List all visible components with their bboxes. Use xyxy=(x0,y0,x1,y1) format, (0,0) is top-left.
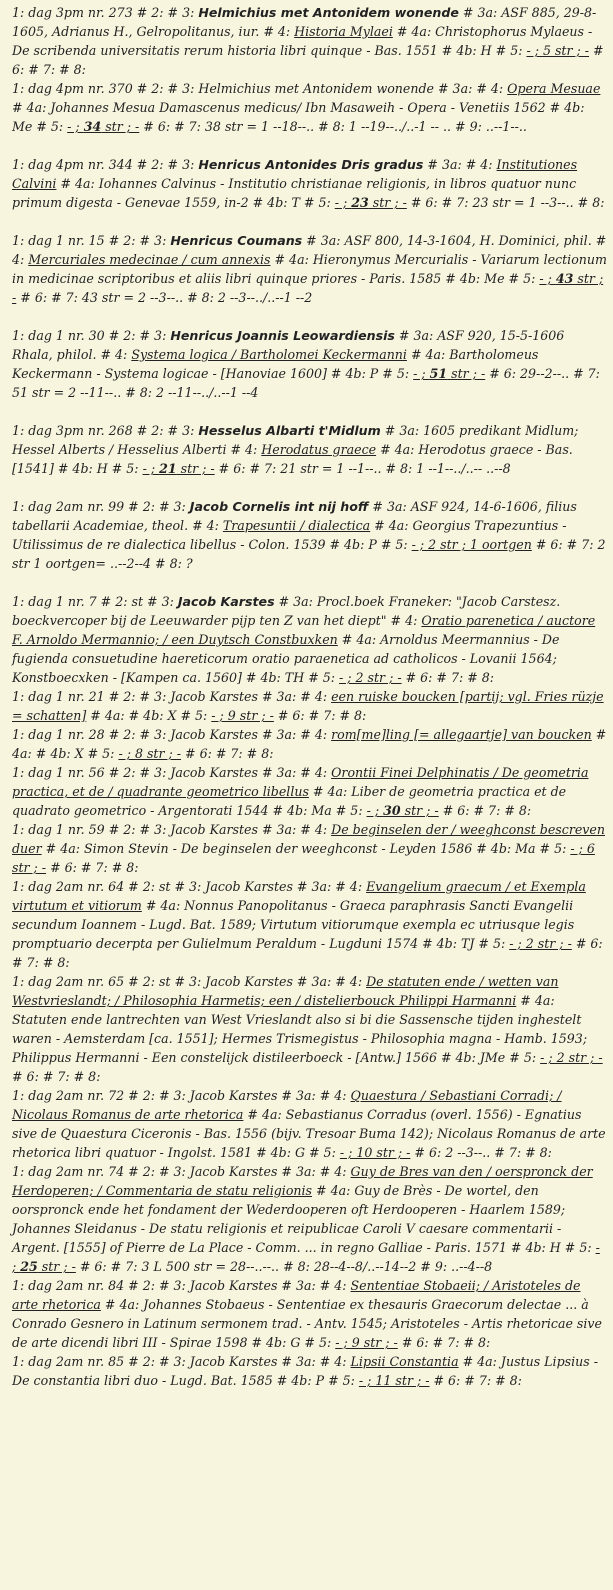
book-title-or-price: Sententiae Stobaeii; / Aristoteles de arte rhetorica xyxy=(12,1278,581,1312)
book-title-or-price: Oratio parenetica / auctore F. Arnoldo Mermannio; / een Duytsch Constbuxken xyxy=(12,613,596,647)
book-title-or-price: Herodatus graece xyxy=(261,442,377,457)
entry-text: 1: dag 1 nr. 21 # 2: # 3: Jacob Karstes # 3a: # 4: xyxy=(12,689,332,704)
book-title-or-price: - ; xyxy=(12,1240,600,1274)
entry-text: 1: dag 1 nr. 59 # 2: # 3: Jacob Karstes # 3a: # 4: xyxy=(12,822,332,837)
catalog-entry xyxy=(12,592,607,687)
book-title-or-price: - ; 9 str ; - xyxy=(211,708,274,723)
entry-text: # 6: # 7: # 8: xyxy=(181,746,274,761)
entry-text: # 6: # 7: 3 L 500 str = 28--..--.. # 8: 28--4--8/..--14--2 # 9: ..--4--8 xyxy=(75,1259,493,1274)
entry-text: 1: dag 2am nr. 99 # 2: # 3: xyxy=(12,499,190,514)
entry-text: 1: dag 2am nr. 84 # 2: # 3: Jacob Karstes # 3a: # 4: xyxy=(12,1278,351,1293)
book-title-or-price: - ; 8 str ; - xyxy=(118,746,182,761)
catalog-entry xyxy=(12,1086,607,1162)
entry-text: # 3a: ASF 800, 14-3-1604, H. Dominici, phil. # 4: xyxy=(12,233,607,267)
entry-text: # 4a: Statuten ende lantrechten van West Vrieslandt also si bi die Sassensche tijden inghestelt waren - Aemsterdam [ca. 1551]; Hermes Trismegistus - Philosophia magna - Hamb. 1593; Philippus Hermanni - Een constelijck distileerboeck - [Antw.] 1566 # 4b: JMe # 5: xyxy=(12,993,588,1065)
entry-text: # 4a: Christophorus Mylaeus - De scribenda universitatis rerum historia libri quinque - Bas. 1551 # 4b: H # 5: xyxy=(12,24,593,58)
book-title-or-price: - ; 2 str ; - xyxy=(509,936,572,951)
catalog-entry xyxy=(12,877,607,972)
catalog-entry xyxy=(12,972,607,1086)
catalog-entry xyxy=(12,820,607,877)
book-title-or-price: Mercuriales medecinae / cum annexis xyxy=(28,252,271,267)
entry-text: # 4a: Guy de Brès - De wortel, den oorspronck ende het fondament der Wederdooperen oft Herdooperen - Haarlem 1589; Johannes Sleidanus - De statu religionis et reipublicae Caroli V caesare commentarii - Argent. [1555] of Pierre de La Place - Comm. ... in regno Galliae - Paris. 1571 # 4b: H # 5: xyxy=(12,1183,596,1255)
catalog-entry xyxy=(12,1276,607,1352)
book-title-or-price: - ; 5 str ; - xyxy=(526,43,590,58)
entry-text: # 3a: Procl.boek Franeker: "Jacob Carstesz. boeckvercoper bij de Leeuwarder pijp ten Z van het diept" # 4: xyxy=(12,594,561,628)
entry-text: # 4a: Iohannes Calvinus - Institutio christianae religionis, in libros quatuor nunc primum digesta - Genevae 1559, in-2 # 4b: T # 5: xyxy=(12,176,577,210)
owner-name: Jacob Cornelis int nij hoff xyxy=(189,499,369,514)
owner-name: Henricus Coumans xyxy=(170,233,303,248)
entry-text: # 4a: Arnoldus Meermannius - De fugienda consuetudine haereticorum oratio paraenetica ad catholicos - Lovanii 1564; Konstboecxken - [Kampen ca. 1560] # 4b: TH # 5: xyxy=(12,632,560,685)
book-title-or-price: - ; 9 str ; - xyxy=(335,1335,398,1350)
entry-text: # 6: # 7: 43 str = 2 --3--.. # 8: 2 --3--../..--1 --2 xyxy=(16,290,313,305)
book-title-or-price: str ; - xyxy=(101,119,140,134)
entry-text: # 6: # 7: # 8: xyxy=(46,860,139,875)
entry-text: # 6: # 7: 21 str = 1 --1--.. # 8: 1 --1--../..-- ..--8 xyxy=(214,461,511,476)
entry-text: 1: dag 4pm nr. 370 # 2: # 3: Helmichius met Antonidem wonende # 3a: # 4: xyxy=(12,81,508,96)
book-title-or-price: 21 xyxy=(159,461,177,476)
book-title-or-price: rom[me]ling [= allegaartje] van boucken xyxy=(331,727,592,742)
entry-text: # 4a: Nonnus Panopolitanus - Graeca paraphrasis Sancti Evangelii secundum Ioannem - Lugd. Bat. 1589; Virtutum vitiorumque exempla ec utriusque legis promptuario decerpta per Gulielmum Peraldum - Lugduni 1574 # 4b: TJ # 5: xyxy=(12,898,575,951)
book-title-or-price: - ; xyxy=(67,119,84,134)
book-title-or-price: Lipsii Constantia xyxy=(350,1354,459,1369)
book-title-or-price: Systema logica / Bartholomei Keckermanni xyxy=(131,347,407,362)
entry-text: # 6: # 7: 2 str 1 oortgen= ..--2--4 # 8: ? xyxy=(12,537,606,571)
book-title-or-price: - ; 6 str ; - xyxy=(12,841,595,875)
entry-text: # 4a: Herodotus graece - Bas. [1541] # 4b: H # 5: xyxy=(12,442,573,476)
book-title-or-price: 25 xyxy=(20,1259,38,1274)
book-title-or-price: str ; - xyxy=(176,461,215,476)
book-title-or-price: - ; 2 str ; - xyxy=(540,1050,603,1065)
entry-text: 1: dag 3pm nr. 268 # 2: # 3: xyxy=(12,423,199,438)
entry-text: 1: dag 1 nr. 7 # 2: st # 3: xyxy=(12,594,178,609)
book-title-or-price: Orontii Finei Delphinatis / De geometria practica, et de / quadrante geometrico libellus xyxy=(12,765,589,799)
book-title-or-price: - ; 11 str ; - xyxy=(358,1373,430,1388)
book-title-or-price: str ; - xyxy=(447,366,486,381)
catalog-entry xyxy=(12,687,607,725)
entry-text: 1: dag 2am nr. 85 # 2: # 3: Jacob Karstes # 3a: # 4: xyxy=(12,1354,351,1369)
entry-text: # 6: # 7: # 8: xyxy=(429,1373,522,1388)
book-title-or-price: Institutiones Calvini xyxy=(12,157,578,191)
book-title-or-price: Quaestura / Sebastiani Corradi; / Nicolaus Romanus de arte rhetorica xyxy=(12,1088,562,1122)
book-title-or-price: str ; - xyxy=(12,271,604,305)
entry-text: # 6: # 7: # 8: xyxy=(12,43,604,77)
entry-text: 1: dag 3pm nr. 273 # 2: # 3: xyxy=(12,5,199,20)
book-title-or-price: De beginselen der / weeghconst bescreven duer xyxy=(12,822,605,856)
entry-text: # 3a: # 4: xyxy=(423,157,497,172)
entry-text: # 4a: Simon Stevin - De beginselen der weeghconst - Leyden 1586 # 4b: Ma # 5: xyxy=(41,841,571,856)
book-title-or-price: 43 xyxy=(555,271,574,286)
catalog-entry xyxy=(12,79,607,136)
catalog-entry xyxy=(12,1352,607,1390)
catalog-entry xyxy=(12,421,607,478)
book-title-or-price: - ; 2 str ; 1 oortgen xyxy=(411,537,532,552)
entry-text: # 4a: Liber de geometria practica et de quadrato geometrico - Argentorati 1544 # 4b: Ma # 5: xyxy=(12,784,567,818)
entry-text: # 4a: Sebastianus Corradus (overl. 1556) - Egnatius sive de Quaestura Ciceronis - Bas. 1556 (bijv. Tresoar Buma 142); Nicolaus Romanus de arte rhetorica libri quatuor - Ingolst. 1581 # 4b: G # 5: xyxy=(12,1107,606,1160)
entry-text: # 3a: ASF 924, 14-6-1606, filius tabellarii Academiae, theol. # 4: xyxy=(12,499,577,533)
book-title-or-price: - ; xyxy=(539,271,556,286)
owner-name: Hesselus Albarti t'Midlum xyxy=(198,423,381,438)
entry-text: # 4a: Johannes Stobaeus - Sententiae ex thesauris Graecorum delectae ... à Conrado Gesnero in Latinum sermonem trad. - Antv. 1545; Aristoteles - Artis rhetoricae sive de arte dicendi libri III - Spirae 1598 # 4b: G # 5: xyxy=(12,1297,602,1350)
book-title-or-price: een ruiske boucken [partij; vgl. Fries rüzje = schatten] xyxy=(12,689,604,723)
book-title-or-price: - ; 10 str ; - xyxy=(339,1145,411,1160)
entry-text: # 4a: # 4b: X # 5: xyxy=(86,708,212,723)
entry-text: 1: dag 2am nr. 65 # 2: st # 3: Jacob Karstes # 3a: # 4: xyxy=(12,974,367,989)
entry-text: # 4a: Bartholomeus Keckermann - Systema logicae - [Hanoviae 1600] # 4b: P # 5: xyxy=(12,347,539,381)
book-title-or-price: De statuten ende / wetten van Westvrieslandt; / Philosophia Harmetis; een / distelierbouck Philippi Harmanni xyxy=(12,974,559,1008)
entry-text: # 4a: # 4b: X # 5: xyxy=(12,727,607,761)
owner-name: Henricus Antonides Dris gradus xyxy=(198,157,424,172)
entry-text: # 6: # 7: # 8: xyxy=(12,1069,101,1084)
catalog-entry xyxy=(12,3,607,79)
entry-text: # 6: 29--2--.. # 7: 51 str = 2 --11--.. # 8: 2 --11--../..--1 --4 xyxy=(12,366,600,400)
book-title-or-price: - ; 2 str ; - xyxy=(339,670,402,685)
entry-text: # 6: # 7: # 8: xyxy=(401,670,495,685)
book-title-or-price: 30 xyxy=(383,803,401,818)
entry-text: # 6: # 7: # 8: xyxy=(397,1335,491,1350)
book-title-or-price: Evangelium graecum / et Exempla virtutum et vitiorum xyxy=(12,879,586,913)
entry-text: # 6: # 7: # 8: xyxy=(273,708,367,723)
book-title-or-price: str ; - xyxy=(368,195,407,210)
entry-text: 1: dag 4pm nr. 344 # 2: # 3: xyxy=(12,157,199,172)
owner-name: Jacob Karstes xyxy=(177,594,275,609)
entry-text: # 6: # 7: # 8: xyxy=(12,936,603,970)
owner-name: Helmichius met Antonidem wonende xyxy=(198,5,459,20)
book-title-or-price: - ; xyxy=(413,366,430,381)
catalog-entry xyxy=(12,326,607,402)
owner-name: Henricus Joannis Leowardiensis xyxy=(170,328,395,343)
entry-text: 1: dag 2am nr. 72 # 2: # 3: Jacob Karstes # 3a: # 4: xyxy=(12,1088,351,1103)
book-title-or-price: 34 xyxy=(83,119,102,134)
entry-text: 1: dag 2am nr. 64 # 2: st # 3: Jacob Karstes # 3a: # 4: xyxy=(12,879,367,894)
entry-text: 1: dag 1 nr. 56 # 2: # 3: Jacob Karstes # 3a: # 4: xyxy=(12,765,332,780)
book-title-or-price: Trapesuntii / dialectica xyxy=(222,518,371,533)
entry-text: 1: dag 1 nr. 28 # 2: # 3: Jacob Karstes # 3a: # 4: xyxy=(12,727,332,742)
entry-text: # 6: # 7: # 8: xyxy=(438,803,532,818)
catalog-entry xyxy=(12,155,607,212)
entry-text: # 4a: Georgius Trapezuntius - Utilissimus de re dialectica libellus - Colon. 1539 # 4b: P # 5: xyxy=(12,518,567,552)
book-title-or-price: 23 xyxy=(351,195,369,210)
entry-text: # 4a: Hieronymus Mercurialis - Variarum lectionum in medicinae scriptoribus et aliis libri quinque priores - Paris. 1585 # 4b: Me # 5: xyxy=(12,252,607,286)
catalog-entry xyxy=(12,231,607,307)
catalog-entry xyxy=(12,725,607,763)
book-title-or-price: str ; - xyxy=(37,1259,76,1274)
entry-text: 1: dag 1 nr. 15 # 2: # 3: xyxy=(12,233,171,248)
entry-text: 1: dag 1 nr. 30 # 2: # 3: xyxy=(12,328,171,343)
entry-text: # 6: 2 --3--.. # 7: # 8: xyxy=(410,1145,552,1160)
catalog-entry xyxy=(12,763,607,820)
book-title-or-price: Guy de Bres van den / oerspronck der Herdoperen; / Commentaria de statu religionis xyxy=(12,1164,593,1198)
entry-text: # 3a: ASF 920, 15-5-1606 Rhala, philol. # 4: xyxy=(12,328,565,362)
book-title-or-price: Opera Mesuae xyxy=(507,81,601,96)
book-title-or-price: - ; xyxy=(334,195,352,210)
book-title-or-price: - ; xyxy=(366,803,384,818)
entry-text: # 6: # 7: 23 str = 1 --3--.. # 8: xyxy=(406,195,605,210)
entry-text: # 4a: Justus Lipsius - De constantia libri duo - Lugd. Bat. 1585 # 4b: P # 5: xyxy=(12,1354,598,1388)
book-title-or-price: Historia Mylaei xyxy=(294,24,393,39)
entry-text: # 3a: ASF 885, 29-8-1605, Adrianus H., Gelropolitanus, iur. # 4: xyxy=(12,5,597,39)
book-title-or-price: - ; xyxy=(142,461,160,476)
book-title-or-price: 51 xyxy=(429,366,448,381)
entry-text: # 4a: Johannes Mesua Damascenus medicus/ Ibn Masaweih - Opera - Venetiis 1562 # 4b: Me # 5: xyxy=(12,100,585,134)
catalog-entry xyxy=(12,1162,607,1276)
catalog-entry xyxy=(12,497,607,573)
entry-text: 1: dag 2am nr. 74 # 2: # 3: Jacob Karstes # 3a: # 4: xyxy=(12,1164,351,1179)
book-title-or-price: str ; - xyxy=(400,803,439,818)
entry-text: # 3a: 1605 predikant Midlum; Hessel Alberts / Hesselius Alberti # 4: xyxy=(12,423,579,457)
entry-text: # 6: # 7: 38 str = 1 --18--.. # 8: 1 --19--../..-1 -- .. # 9: ..--1--.. xyxy=(139,119,527,134)
